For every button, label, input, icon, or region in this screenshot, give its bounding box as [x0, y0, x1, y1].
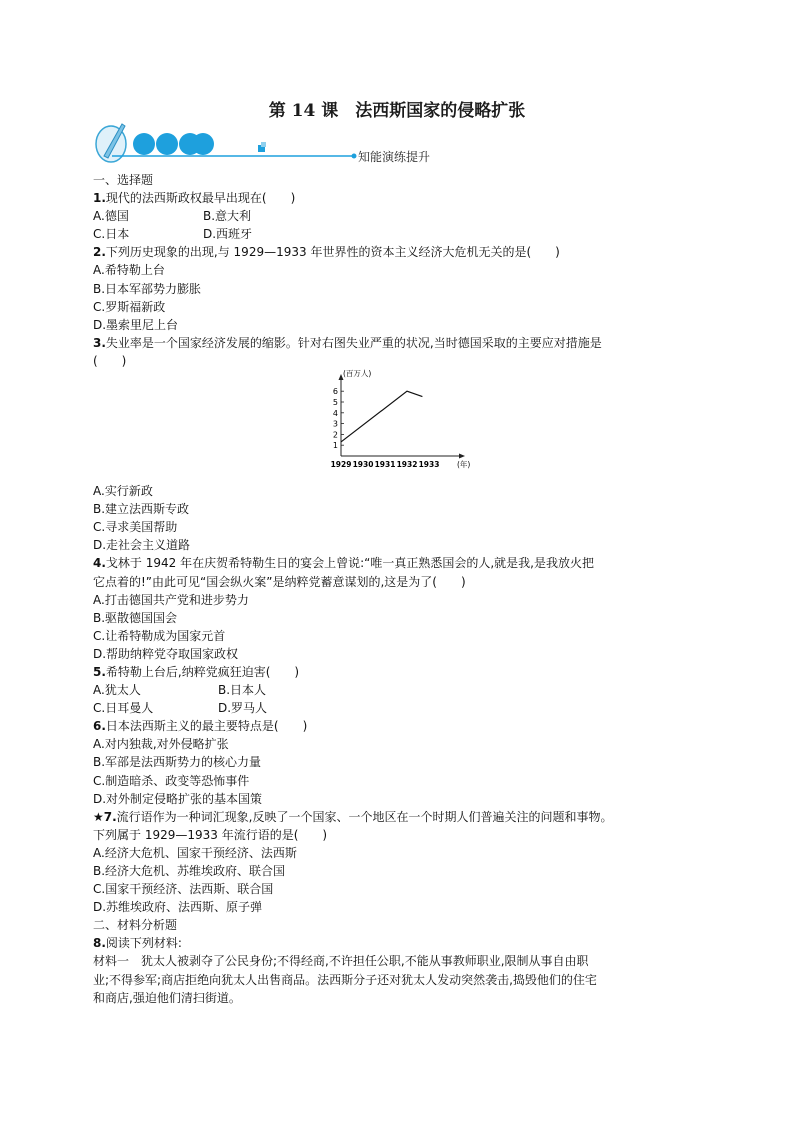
question-8	[93, 934, 718, 952]
question-number: 4.	[93, 556, 106, 571]
question-6	[93, 717, 718, 735]
banner-dot-2	[156, 133, 178, 155]
option-c: C.制造暗杀、政变等恐怖事件	[93, 773, 250, 788]
material-1-cont: 和商店,强迫他们清扫街道。	[93, 990, 241, 1005]
option-a: A.打击德国共产党和进步势力	[93, 592, 249, 607]
banner-dot-4	[192, 133, 214, 155]
question-text: 阅读下列材料:	[105, 936, 182, 951]
option-c: C.日耳曼人	[93, 701, 154, 716]
question-number: 5.	[93, 664, 106, 679]
option-a: A.德国	[93, 209, 129, 224]
question-text: 希特勒上台后,纳粹党疯狂迫害( )	[105, 664, 300, 679]
question-3	[93, 334, 718, 352]
question-text: 流行语作为一种词汇现象,反映了一个国家、一个地区在一个时期人们普遍关注的问题和事物。	[116, 809, 613, 824]
question-number: ★7.	[93, 809, 117, 824]
question-text: 戈林于 1942 年在庆贺希特勒生日的宴会上曾说:“唯一真正熟悉国会的人,就是我,是我放火把	[105, 556, 594, 571]
x-tick-label: 1933	[418, 460, 440, 470]
option-d: D.对外制定侵略扩张的基本国策	[93, 791, 263, 806]
material-1	[93, 952, 718, 970]
options-row	[93, 681, 718, 699]
option-b: B.经济大危机、苏维埃政府、联合国	[93, 864, 286, 878]
material-1-cont: 业;不得参军;商店拒绝向犹太人出售商品。法西斯分子还对犹太人发动突然袭击,捣毁他们的住宅	[93, 972, 597, 987]
line-chart	[329, 370, 469, 480]
section-heading-choice: 一、选择题	[93, 173, 154, 187]
question-5	[93, 663, 718, 681]
option-a: A.经济大危机、国家干预经济、法西斯	[93, 845, 297, 860]
question-number: 6.	[93, 719, 106, 734]
question-number: 1.	[93, 191, 106, 206]
unemployment-chart	[93, 370, 718, 482]
question-7	[93, 808, 718, 826]
option-d: D.苏维埃政府、法西斯、原子弹	[93, 900, 263, 915]
options-row	[93, 207, 718, 225]
x-axis-label: (年)	[457, 460, 471, 470]
option-d: D.西班牙	[203, 227, 253, 242]
option-c: C.让希特勒成为国家元首	[93, 628, 226, 643]
x-axis-arrow	[459, 454, 465, 459]
option-d: D.罗马人	[218, 701, 268, 716]
question-number: 2.	[93, 245, 106, 260]
option-c: C.日本	[93, 227, 130, 242]
question-text: 日本法西斯主义的最主要特点是( )	[105, 719, 308, 734]
section-heading-material: 二、材料分析题	[93, 918, 178, 933]
y-tick-label: 4	[332, 408, 338, 418]
banner-end-dot	[352, 154, 357, 159]
page-title: 第 14 课 法西斯国家的侵略扩张	[268, 101, 526, 121]
series-line	[341, 391, 422, 442]
y-axis-label: (百万人)	[343, 369, 372, 379]
worksheet-content	[93, 171, 718, 1007]
x-tick-label: 1932	[396, 460, 418, 470]
options-row	[93, 225, 718, 243]
banner-label: 知能演练提升	[358, 150, 431, 164]
option-a: A.犹太人	[93, 683, 141, 698]
material-label: 材料一	[93, 954, 130, 969]
question-7-cont: 下列属于 1929—1933 年流行语的是( )	[93, 827, 328, 842]
options-row	[93, 699, 718, 717]
y-tick-label: 6	[332, 387, 338, 397]
option-d: D.墨索里尼上台	[93, 317, 179, 332]
material-text: 犹太人被剥夺了公民身份;不得经商,不许担任公职,不能从事教师职业,限制从事自由职	[129, 954, 589, 969]
option-d: D.帮助纳粹党夺取国家政权	[93, 646, 239, 661]
option-c: C.罗斯福新政	[93, 299, 166, 314]
option-b: B.日本人	[218, 683, 267, 698]
option-a: A.实行新政	[93, 484, 153, 499]
x-tick-label: 1931	[374, 460, 396, 470]
x-tick-label: 1930	[352, 460, 374, 470]
question-text: 下列历史现象的出现,与 1929—1933 年世界性的资本主义经济大危机无关的是( )	[105, 245, 560, 260]
y-tick-label: 1	[332, 441, 338, 451]
question-text: 现代的法西斯政权最早出现在( )	[105, 191, 296, 206]
y-tick-label: 5	[332, 398, 338, 408]
question-1	[93, 189, 718, 207]
option-b: B.建立法西斯专政	[93, 502, 190, 517]
question-number: 8.	[93, 936, 106, 951]
option-c: C.寻求美国帮助	[93, 520, 178, 535]
y-tick-label: 2	[332, 430, 338, 440]
x-tick-label: 1929	[330, 460, 352, 470]
option-b: B.驱散德国国会	[93, 610, 178, 625]
question-4-cont: 它点着的!”由此可见“国会纵火案”是纳粹党蓄意谋划的,这是为了( )	[93, 574, 466, 589]
option-c: C.国家干预经济、法西斯、联合国	[93, 882, 274, 897]
banner-dot-1	[133, 133, 155, 155]
section-banner	[92, 118, 512, 168]
question-number: 3.	[93, 335, 106, 350]
question-3-bracket: ( )	[93, 353, 127, 368]
option-b: B.军部是法西斯势力的核心力量	[93, 755, 262, 770]
question-4	[93, 554, 718, 572]
y-tick-label: 3	[332, 419, 338, 429]
option-a: A.希特勒上台	[93, 263, 165, 278]
question-2	[93, 243, 718, 261]
option-b: B.日本军部势力膨胀	[93, 281, 202, 296]
option-d: D.走社会主义道路	[93, 538, 191, 553]
option-a: A.对内独裁,对外侵略扩张	[93, 737, 229, 752]
question-text: 失业率是一个国家经济发展的缩影。针对右图失业严重的状况,当时德国采取的主要应对措施是	[105, 335, 602, 350]
option-b: B.意大利	[203, 209, 252, 224]
